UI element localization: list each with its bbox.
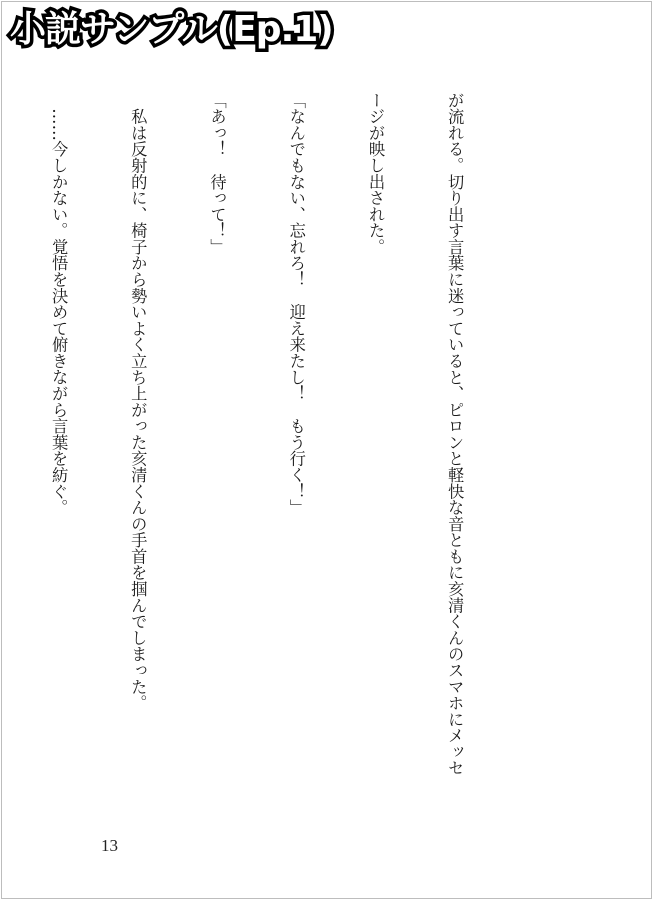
text-line: ……今しかない。覚悟を決めて俯きながら言葉を紡ぐ。 bbox=[49, 92, 69, 516]
text-line: 「あっ！ 待って！」 bbox=[207, 92, 227, 255]
text-line: 私は反射的に、椅子から勢いよく立ち上がった亥清くんの手首を掴んでしまった。 bbox=[128, 92, 148, 712]
text-line: 「なんでもない、忘れろ！ 迎え来たし！ もう行く！」 bbox=[286, 92, 306, 516]
text-line: ージが映し出された。 bbox=[365, 92, 385, 255]
text-line: が流れる。切り出す言葉に迷っていると、ピロンと軽快な音ともに亥清くんのスマホにメッセ bbox=[445, 92, 465, 777]
novel-text-block bbox=[0, 92, 520, 862]
page-number: 13 bbox=[101, 836, 118, 855]
page-title: 小説サンプル(Ep.1) bbox=[10, 9, 333, 50]
